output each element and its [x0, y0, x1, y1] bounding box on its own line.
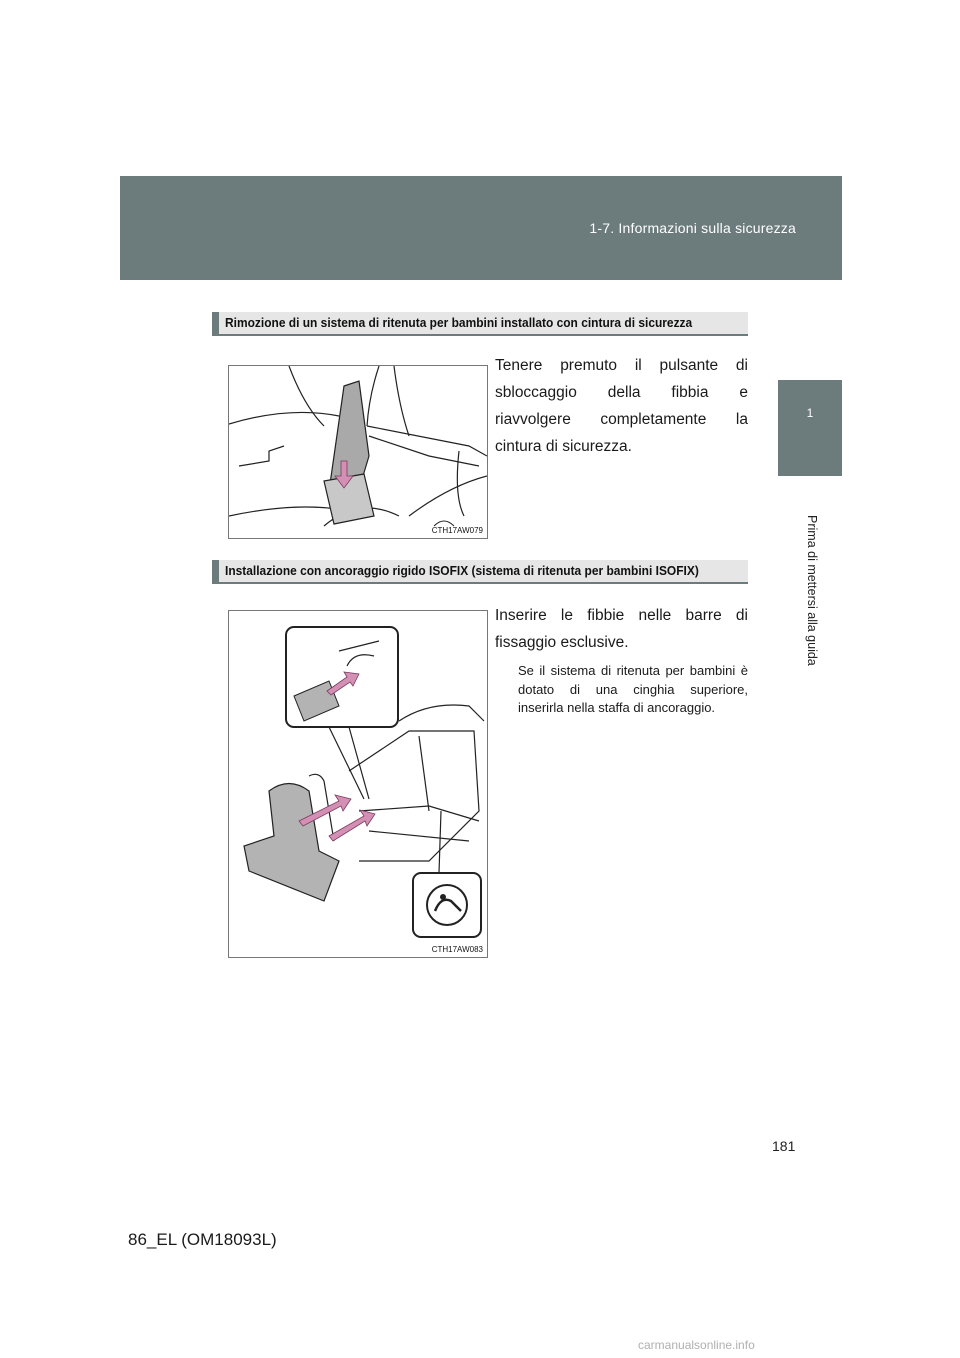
page-number: 181: [772, 1138, 796, 1154]
chapter-number: 1: [806, 406, 814, 420]
section-divider: [212, 582, 748, 584]
seatbelt-buckle-drawing: [229, 366, 487, 538]
note-text: Se il sistema di ritenuta per bambini è dotato di una cinghia superiore, inserirla nella staffa di ancoraggio.: [518, 663, 748, 715]
section-heading-isofix: [212, 560, 748, 582]
section-heading-text: Rimozione di un sistema di ritenuta per bambini installato con cintura di sicurezza: [225, 315, 693, 330]
isofix-installation-illustration: [228, 610, 488, 958]
section-heading-text: Installazione con ancoraggio rigido ISOFIX (sistema di ritenuta per bambini ISOFIX): [225, 563, 699, 578]
chapter-tab: [778, 380, 842, 476]
watermark: carmanualsonline.info: [638, 1338, 755, 1352]
instruction-text: Inserire le fibbie nelle barre di fissaggio esclusive.: [495, 607, 748, 651]
figure-code: CTH17AW083: [431, 945, 483, 954]
isofix-seat-drawing: [229, 611, 487, 957]
document-code: 86_EL (OM18093L): [128, 1230, 277, 1249]
header-band: [120, 176, 842, 280]
chapter-title: Prima di mettersi alla guida: [805, 515, 819, 666]
section-heading-removal: [212, 312, 748, 334]
figure-code: CTH17AW079: [431, 526, 483, 535]
section-title: 1-7. Informazioni sulla sicurezza: [589, 220, 796, 236]
instruction-text: Tenere premuto il pulsante di sbloccaggio della fibbia e riavvolgere completamente la cintura di sicurezza.: [495, 357, 748, 455]
section-divider: [212, 334, 748, 336]
seatbelt-release-illustration: [228, 365, 488, 539]
